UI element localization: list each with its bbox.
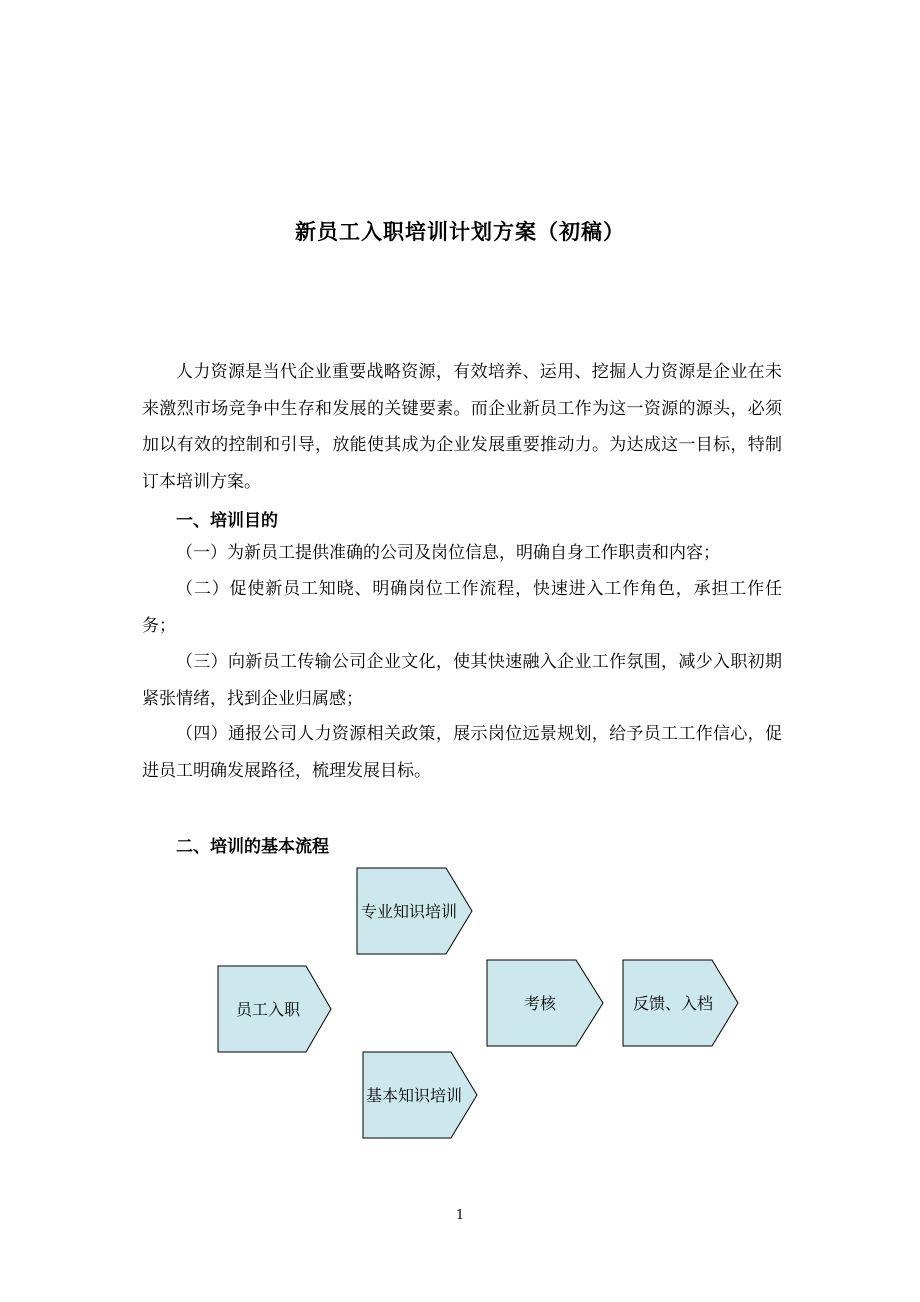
purpose-item-1: （一）为新员工提供准确的公司及岗位信息，明确自身工作职责和内容； [176,543,720,563]
flow-node-basic-label: 基本知识培训 [365,1086,463,1105]
flow-node-basic [363,1052,477,1138]
flow-node-professional [357,868,472,954]
purpose-item-2: （二）促使新员工知晓、明确岗位工作流程，快速进入工作角色，承担工作任务； [142,579,782,636]
intro-paragraph: 人力资源是当代企业重要战略资源，有效培养、运用、挖掘人力资源是企业在未来激烈市场竞争中生存和发展的关键要素。而企业新员工作为这一资源的源头，必须加以有效的控制和引导，放能使其成为企业发展重要推动力。为达成这一目标，特制订本培训方案。 [142,362,782,492]
flow-node-entry-label: 员工入职 [235,1000,301,1019]
flow-node-assessment [487,960,603,1046]
purpose-item-3: （三）向新员工传输公司企业文化，使其快速融入企业工作氛围，减少入职初期紧张情绪，找到企业归属感； [142,652,782,709]
section-heading-purpose: 一、培训目的 [176,511,278,531]
document-title: 新员工入职培训计划方案（初稿） [295,219,625,244]
flow-node-entry [218,966,331,1052]
page-number: 1 [455,1208,465,1223]
flow-node-feedback [623,960,738,1046]
flow-node-professional-label: 专业知识培训 [360,902,458,921]
flow-node-assessment-label: 考核 [523,994,557,1013]
flow-node-feedback-label: 反馈、入档 [632,994,714,1013]
section-heading-process: 二、培训的基本流程 [176,837,329,857]
purpose-item-4: （四）通报公司人力资源相关政策，展示岗位远景规划，给予员工工作信心，促进员工明确发展路径，梳理发展目标。 [142,724,782,781]
